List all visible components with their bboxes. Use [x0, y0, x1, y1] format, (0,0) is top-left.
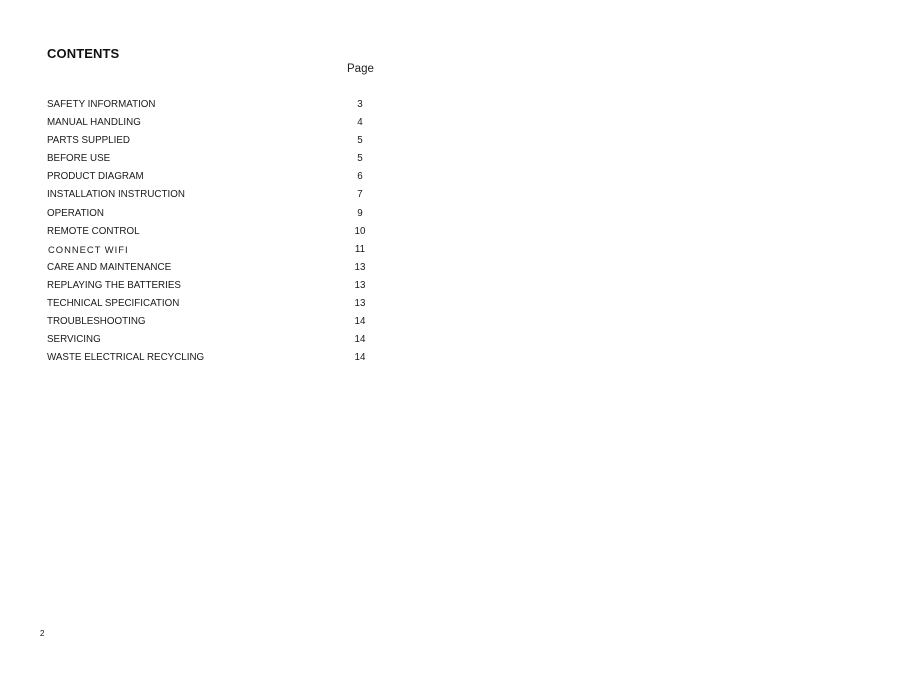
toc-entry-label: SERVICING [47, 334, 101, 346]
toc-entry-label: PRODUCT DIAGRAM [47, 171, 144, 183]
page-column-header: Page [347, 63, 374, 75]
contents-title: CONTENTS [47, 46, 120, 61]
toc-entry-page: 14 [354, 352, 366, 364]
toc-entry-page: 10 [354, 225, 366, 237]
toc-entry-page: 14 [354, 334, 366, 346]
toc-row[interactable] [47, 96, 387, 114]
toc-row[interactable] [47, 313, 387, 331]
toc-row[interactable] [47, 295, 387, 313]
toc-entry-label: REPLAYING THE BATTERIES [47, 279, 181, 291]
toc-row[interactable] [47, 259, 387, 277]
toc-entry-page: 4 [357, 117, 363, 129]
toc-entry-page: 14 [354, 316, 366, 328]
toc-entry-label: SAFETY INFORMATION [47, 99, 156, 110]
footer-page-number: 2 [40, 629, 45, 638]
toc-row[interactable] [47, 150, 387, 168]
toc-row[interactable] [47, 168, 387, 186]
toc-entry-label: OPERATION [47, 207, 104, 219]
toc-row[interactable] [47, 223, 387, 241]
toc-row[interactable] [47, 349, 387, 367]
toc-entry-page: 6 [357, 171, 363, 183]
toc-row[interactable] [47, 186, 387, 204]
toc-entry-page: 13 [354, 279, 366, 291]
toc-entry-label: REMOTE CONTROL [47, 225, 140, 237]
toc-row[interactable] [47, 132, 387, 150]
toc-row[interactable] [47, 277, 387, 295]
toc-entry-label: BEFORE USE [47, 153, 111, 165]
toc-entry-label: INSTALLATION INSTRUCTION [47, 189, 185, 201]
toc-row[interactable] [47, 331, 387, 349]
toc-row[interactable] [47, 241, 387, 259]
toc-entry-label: TROUBLESHOOTING [47, 316, 146, 328]
toc-entry-page: 11 [354, 243, 366, 255]
toc-entry-page: 7 [357, 189, 363, 201]
toc-row[interactable] [47, 114, 387, 132]
toc-row[interactable] [47, 205, 387, 223]
table-of-contents [47, 96, 387, 367]
toc-entry-label: CARE AND MAINTENANCE [47, 261, 172, 273]
toc-entry-label: CONNECT WIFI [48, 243, 129, 255]
toc-entry-page: 9 [357, 207, 363, 219]
toc-entry-page: 5 [357, 153, 363, 165]
toc-entry-page: 13 [354, 298, 366, 310]
toc-entry-label: WASTE ELECTRICAL RECYCLING [47, 352, 205, 364]
toc-entry-label: TECHNICAL SPECIFICATION [47, 298, 180, 310]
toc-entry-page: 5 [357, 135, 363, 147]
toc-entry-label: PARTS SUPPLIED [47, 135, 130, 147]
toc-entry-page: 13 [354, 261, 366, 273]
toc-entry-page: 3 [357, 99, 363, 110]
toc-entry-label: MANUAL HANDLING [47, 117, 141, 129]
